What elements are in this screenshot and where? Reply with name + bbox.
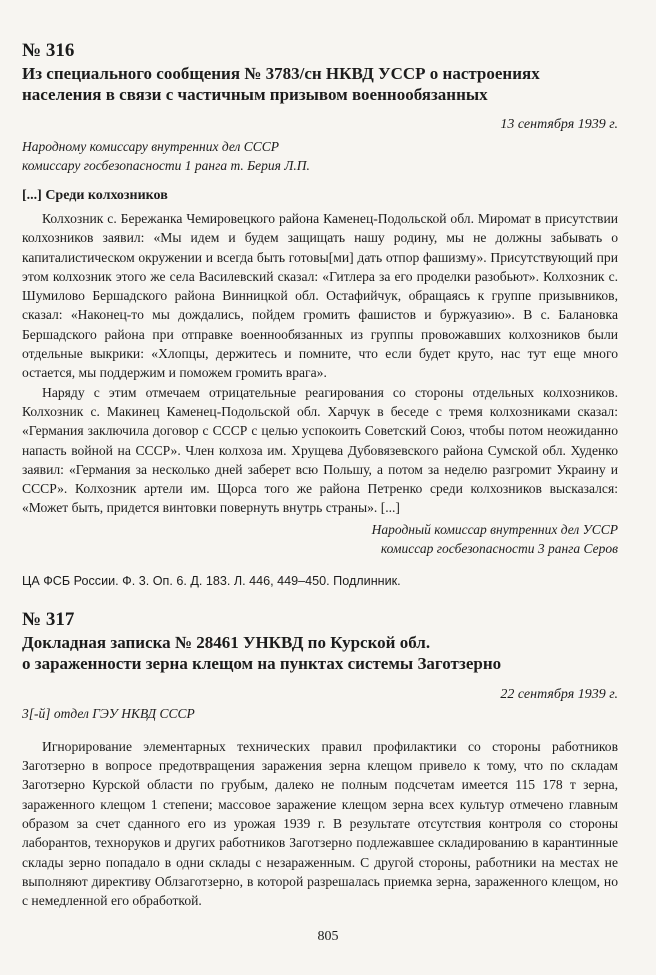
- document-title: [22, 632, 618, 674]
- signature-line: комиссар госбезопасности 3 ранга Серов: [380, 540, 618, 556]
- document-number: № 317: [22, 608, 75, 630]
- addressee-line: комиссару госбезопасности 1 ранга т. Берия Л.П.: [22, 158, 310, 173]
- signature: [22, 520, 618, 558]
- body-paragraph: Игнорирование элементарных технических правил профилактики со стороны работников Заготзерно в вопросе предотвращения заражения зерна клещом привело к тому, что по складам Заготзерно Курской области по грубым, далеко не полным подсчетам имеется 115 178 т зерна, зараженного клещом 1 степени; массовое заражение клещом зерна всех культур отмечено главным образом за счет сданного его из урожая 1939 г. В результате отсутствия контроля со стороны лаборантов, техноруков и других работников Заготзерно подлежавшее складированию в карантинные склады зерно попадало в одни склады с незараженным. С другой стороны, работники на местах не выполняют директиву Облзаготзерно, в которой разрешалась приемка зерна, зараженного клещом, но с немедленной его обработкой.: [22, 738, 618, 909]
- addressee-line: Народному комиссару внутренних дел СССР: [22, 139, 280, 154]
- title-line: населения в связи с частичным призывом военнообязанных: [22, 85, 488, 104]
- section-heading: [...] Среди колхозников: [22, 188, 168, 203]
- addressee: [22, 137, 618, 175]
- document-number: № 316: [22, 40, 75, 61]
- document-date: 13 сентября 1939 г.: [500, 117, 618, 132]
- title-line: Из специального сообщения № 3783/сн НКВД УССР о настроениях: [22, 64, 540, 83]
- page-number: 805: [317, 929, 339, 944]
- document-date: 22 сентября 1939 г.: [500, 686, 618, 702]
- archive-source: ЦА ФСБ России. Ф. 3. Оп. 6. Д. 183. Л. 446, 449–450. Подлинник.: [22, 573, 401, 588]
- title-line: о зараженности зерна клещом на пунктах системы Заготзерно: [22, 653, 502, 673]
- document-title: [22, 63, 618, 105]
- signature-line: Народный комиссар внутренних дел УССР: [371, 521, 618, 537]
- body-paragraph: Колхозник с. Бережанка Чемировецкого района Каменец-Подольской обл. Миромат в присутствии колхозников заявил: «Мы идем и будем защищать нашу родину, мы не должны забывать о капиталистическом окружении и всегда быть готовы[ми] дать отпор фашизму». Присутствующий при этом колхозник этого же села Василевский сказал: «Гитлера за его проделки разобьют». Колхозник с. Шумилово Бершадского района Винницкой обл. Остафийчук, обращаясь к группе призывников, сказал: «Наконец-то мы дождались, пойдем громить фашистов и буржуазию». В с. Балановка Бершадского района при отправке военнообязанных из группы провожавших колхозников были отдельные выкрики: «Хлопцы, держитесь и помните, что если будет круто, нас тут еще много остается, мы поддержим и поможем громить врага».: [22, 211, 618, 381]
- body-paragraph: Наряду с этим отмечаем отрицательные реагирования со стороны отдельных колхозников. Колхозник с. Макинец Каменец-Подольской обл. Харчук в беседе с тремя колхозниками сказал: «Германия заключила договор с СССР с целью успокоить Советский Союз, чтобы потом неожиданно напасть войной на СССР». Член колхоза им. Хрущева Дубовязевского района Сумской обл. Худенко заявил: «Германия за несколько дней заберет всю Польшу, а потом за неделю разгромит Украину и СССР». Колхозник артели им. Щорса того же района Петренко среди колхозников высказался: «Может быть, придется винтовки повернуть внутрь страны». [...]: [22, 384, 618, 516]
- sender: 3[-й] отдел ГЭУ НКВД СССР: [22, 705, 195, 721]
- title-line: Докладная записка № 28461 УНКВД по Курской обл.: [22, 632, 431, 652]
